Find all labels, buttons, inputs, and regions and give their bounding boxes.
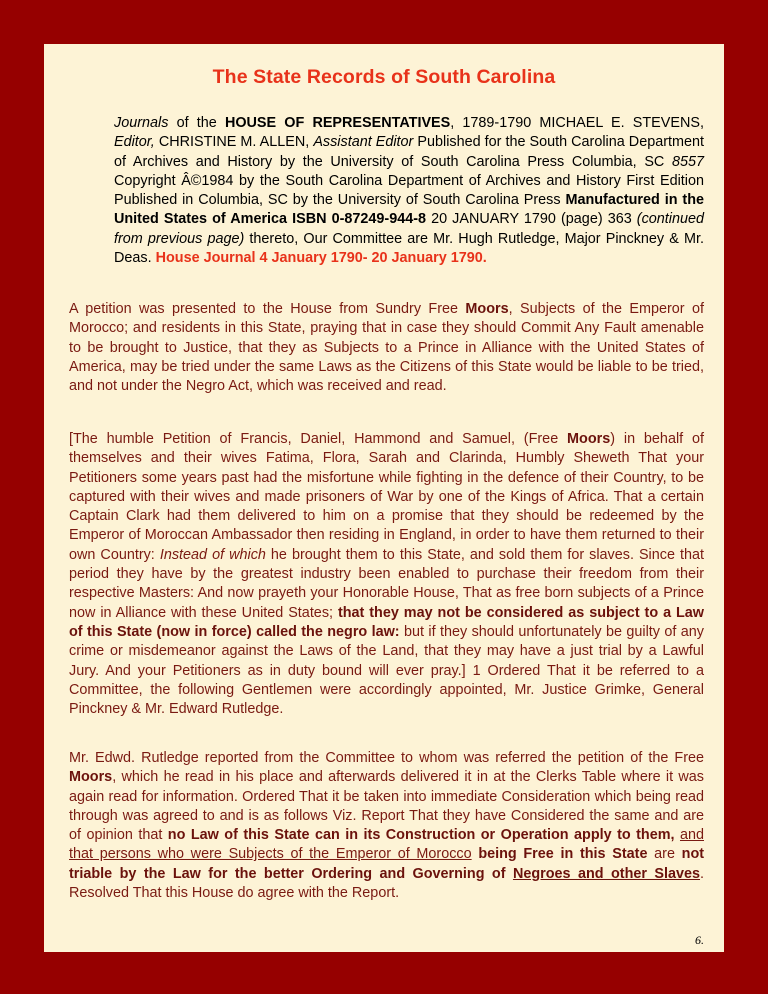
page-title: The State Records of South Carolina <box>212 66 556 88</box>
text-run: , Subjects of the Emperor of Morocco; and residents in this State, praying that in case they should Commit Any Fault amenable to be brought to Justice, that they as Subjects to a Prince in Alliance with the United States of America, may be tried under the same Laws as the Citizens of this State would be liable to be tried, and not under the Negro Act, which was received and read. <box>69 301 705 395</box>
text-emphasis-underlined: Negroes and other Slaves <box>512 865 701 882</box>
citation-continued: (continued from previous page) <box>114 211 705 247</box>
text-emphasis: no Law of this State can in its Construction or Operation apply to them, <box>167 827 675 844</box>
text-run: are <box>647 846 682 863</box>
citation-text: thereto, Our Committee are Mr. Hugh Rutledge, Major Pinckney & Mr. Deas. <box>114 230 704 267</box>
text-emphasis: being Free in this State <box>478 846 648 863</box>
text-run: Mr. Edwd. Rutledge reported from the Committee to whom was referred the petition of the Free <box>69 750 704 766</box>
text-run: A petition was presented to the House from Sundry Free <box>69 301 466 317</box>
text-run: . Resolved That this House do agree with the Report. <box>69 865 705 902</box>
citation-isbn: Manufactured in the United States of America ISBN 0-87249-944-8 <box>114 192 704 228</box>
keyword-moors: Moors <box>69 769 113 786</box>
text-run <box>506 866 513 882</box>
citation-block <box>114 114 704 268</box>
citation-text: , 1789-1790 MICHAEL E. STEVENS, <box>450 115 704 131</box>
paragraph-committee-report <box>69 749 704 903</box>
citation-text: 20 JANUARY 1790 (page) 363 <box>426 211 637 228</box>
citation-text: CHRISTINE M. ALLEN, <box>154 134 314 151</box>
text-run: ) in behalf of themselves and their wives Fatima, Flora, Sarah and Clarinda, Humbly Sheweth That your Petitioners some years past had the misfortune while fighting in the defence of their Country, to be captured with their wives and made prisoners of War by one of the Kings of Africa. That a certain Captain Clark had them delivered to him on a promise that they should be redeemed by the Emperor of Moroccan Ambassador then residing in England, in order to have them returned to their own Country: <box>69 431 704 563</box>
text-emphasis: that they may not be considered as subject to a Law of this State (now in force) called the negro law: <box>69 604 704 640</box>
page-number: 6. <box>695 933 704 947</box>
citation-editor-role: Editor, <box>114 134 155 151</box>
citation-text: Copyright Â©1984 by the South Carolina Department of Archives and History First Edition Published in Columbia, SC by the University of South Carolina Press <box>114 172 704 209</box>
citation-number: 8557 <box>671 153 704 170</box>
document-page <box>44 44 724 952</box>
paragraph-petition <box>69 300 704 396</box>
citation-journals: Journals <box>114 115 169 131</box>
text-run: , which he read in his place and afterwards delivered it in at the Clerks Table where it was again read for information. Ordered That it be taken into immediate Consideration which being read through was agreed to and is as follows Viz. Report That they have Considered the same and are of opinion that <box>69 769 704 844</box>
citation-assistant-role: Assistant Editor <box>313 134 414 151</box>
paragraph-humble-petition <box>69 430 704 719</box>
citation-text: of the <box>168 115 225 131</box>
text-run: but if they should unfortunately be guilty of any crime or misdemeanor against the Laws of the Land, that they may have a just trial by a Lawful Jury. And your Petitioners as in duty bound will ever pray.] 1 Ordered That it be referred to a Committee, the following Gentlemen were accordingly appointed, Mr. Justice Grimke, General Pinckney & Mr. Edward Rutledge. <box>69 623 704 718</box>
keyword-moors: Moors <box>567 431 611 447</box>
keyword-moors: Moors <box>465 301 509 317</box>
citation-house-journal: House Journal 4 January 1790- 20 January 1790. <box>155 250 487 267</box>
text-underlined: and that persons who were Subjects of the Emperor of Morocco <box>69 827 704 863</box>
text-italic: Instead of which <box>159 546 266 563</box>
citation-text: Published for the South Carolina Department of Archives and History by the University of South Carolina Press Columbia, SC <box>114 134 704 170</box>
text-run: he brought them to this State, and sold them for slaves. Since that period they have by the greatest industry been enabled to purchase their freedom from their respective Masters: And now prayeth your Honorable House, That as free born subjects of a Prince now in Alliance with these United States; <box>69 546 704 621</box>
text-run: [The humble Petition of Francis, Daniel, Hammond and Samuel, (Free <box>69 431 568 447</box>
citation-house: HOUSE OF REPRESENTATIVES <box>224 115 451 131</box>
text-emphasis: not triable by the Law for the better Ordering and Governing of <box>69 846 705 882</box>
